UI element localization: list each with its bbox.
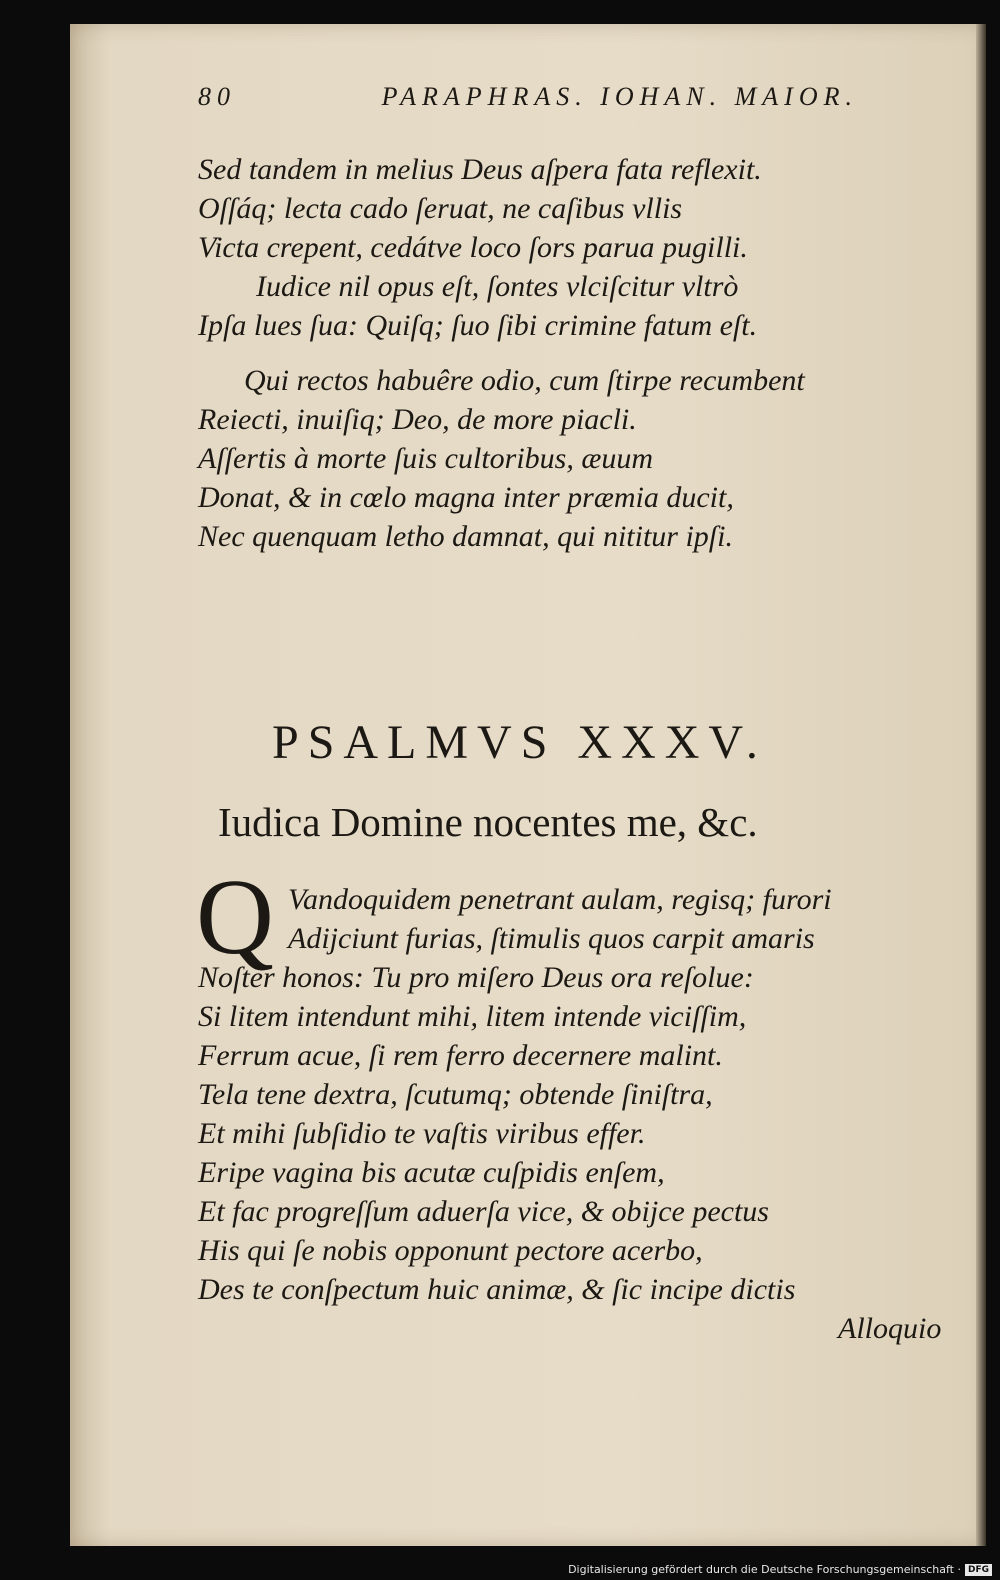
verse-line: Donat, & in cœlo magna inter præmia ducit,: [198, 481, 734, 514]
drop-cap: Q: [196, 858, 274, 977]
verse-line: Adijciunt furias, ſtimulis quos carpit amaris: [288, 922, 815, 955]
verse-line: Si litem intendunt mihi, litem intende viciſſim,: [198, 1000, 747, 1033]
psalm-title: PSALMVS XXXV.: [272, 716, 767, 769]
page-number: 80: [198, 82, 236, 111]
verse-line: Et fac progreſſum aduerſa vice, & obijce pectus: [198, 1195, 769, 1228]
verse-line: Sed tandem in melius Deus aſpera fata reflexit.: [198, 153, 762, 186]
verse-line: Et mihi ſubſidio te vaſtis viribus effer.: [198, 1117, 646, 1150]
running-head: [198, 82, 858, 112]
verse-line: Nec quenquam letho damnat, qui nititur ipſi.: [198, 520, 733, 553]
verse-line: Des te conſpectum huic animæ, & ſic incipe dictis: [198, 1273, 796, 1306]
verse-line: Qui rectos habuêre odio, cum ſtirpe recumbent: [244, 364, 805, 397]
verse-line: Victa crepent, cedátve loco ſors parua pugilli.: [198, 231, 748, 264]
psalm-incipit: Iudica Domine nocentes me, &c.: [218, 799, 758, 845]
running-title: PARAPHRAS. IOHAN. MAIOR.: [381, 82, 858, 111]
verse-line: Eripe vagina bis acutæ cuſpidis enſem,: [198, 1156, 665, 1189]
footer-text: Digitalisierung gefördert durch die Deutsche Forschungsgemeinschaft ·: [568, 1563, 961, 1576]
page-edge-shadow: [976, 24, 986, 1546]
verse-line: Vandoquidem penetrant aulam, regisq; furori: [288, 883, 832, 916]
verse-line: Noſter honos: Tu pro miſero Deus ora reſolue:: [198, 961, 754, 994]
digitization-footer: [568, 1563, 992, 1576]
verse-line: Tela tene dextra, ſcutumq; obtende ſiniſtra,: [198, 1078, 713, 1111]
verse-line: Aſſertis à morte ſuis cultoribus, æuum: [198, 442, 654, 475]
verse-line: Oſſáq; lecta cado ſeruat, ne caſibus vllis: [198, 192, 683, 225]
verse-line: His qui ſe nobis opponunt pectore acerbo,: [198, 1234, 703, 1267]
catchword: Alloquio: [838, 1312, 942, 1345]
verse-block-top: [198, 150, 918, 556]
verse-line: Ipſa lues ſua: Quiſq; ſuo ſibi crimine fatum eſt.: [198, 309, 758, 342]
verse-line: Ferrum acue, ſi rem ferro decernere malint.: [198, 1039, 723, 1072]
verse-line: Iudice nil opus eſt, ſontes vlciſcitur vltrò: [256, 270, 739, 303]
psalm-verse-block: [198, 880, 918, 1309]
verse-line: Reiecti, inuiſiq; Deo, de more piacli.: [198, 403, 637, 436]
dfg-logo: DFG: [965, 1564, 992, 1576]
